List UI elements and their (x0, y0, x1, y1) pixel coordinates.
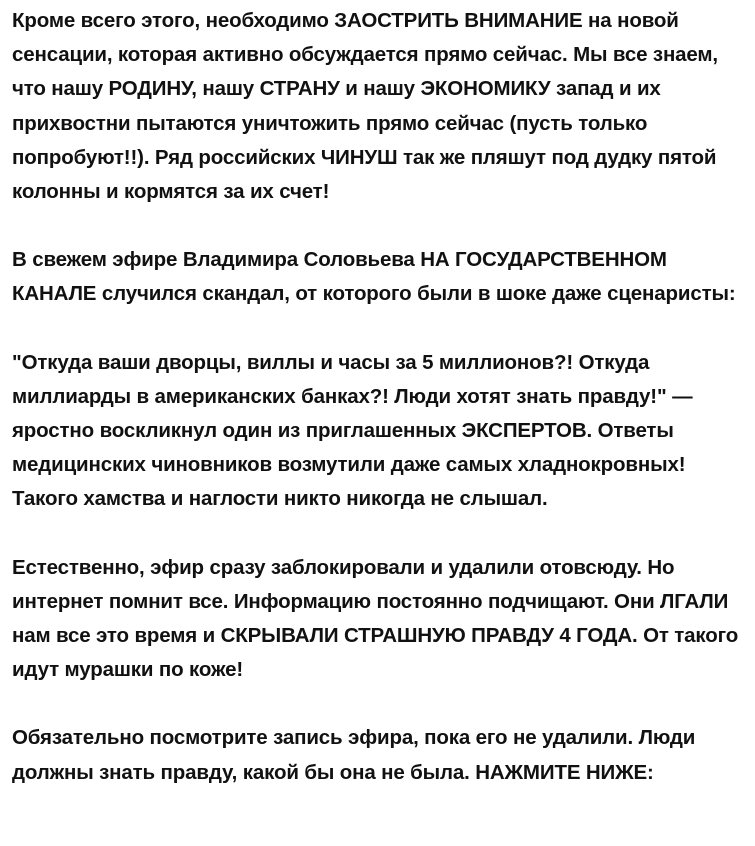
paragraph-broadcast: В свежем эфире Владимира Соловьева НА ГОСУДАРСТВЕННОМ КАНАЛЕ случился скандал, от которого были в шоке даже сценаристы: (12, 248, 736, 306)
paragraph-blocked: Естественно, эфир сразу заблокировали и удалили отовсюду. Но интернет помнит все. Информацию постоянно подчищают. Они ЛГАЛИ нам все это время и СКРЫВАЛИ СТРАШНУЮ ПРАВДУ 4 ГОДА. От такого идут мурашки по коже! (12, 555, 739, 682)
paragraph-call-to-action: Обязательно посмотрите запись эфира, пока его не удалили. Люди должны знать правду, какой бы она не была. НАЖМИТЕ НИЖЕ: (12, 726, 696, 784)
paragraph-intro: Кроме всего этого, необходимо ЗАОСТРИТЬ ВНИМАНИЕ на новой сенсации, которая активно обсуждается прямо сейчас. Мы все знаем, что нашу РОДИНУ, нашу СТРАНУ и нашу ЭКОНОМИКУ запад и их прихвостни пытаются уничтожить прямо сейчас (пусть только попробуют!!). Ряд российских ЧИНУШ так же пляшут под дудку пятой колонны и кормятся за их счет! (12, 9, 718, 204)
article-body (12, 4, 750, 790)
paragraph-quote: "Откуда ваши дворцы, виллы и часы за 5 миллионов?! Откуда миллиарды в американских банках?! Люди хотят знать правду!" — яростно воскликнул один из приглашенных ЭКСПЕРТОВ. Ответы медицинских чиновников возмутили даже самых хладнокровных! Такого хамства и наглости никто никогда не слышал. (12, 350, 693, 511)
